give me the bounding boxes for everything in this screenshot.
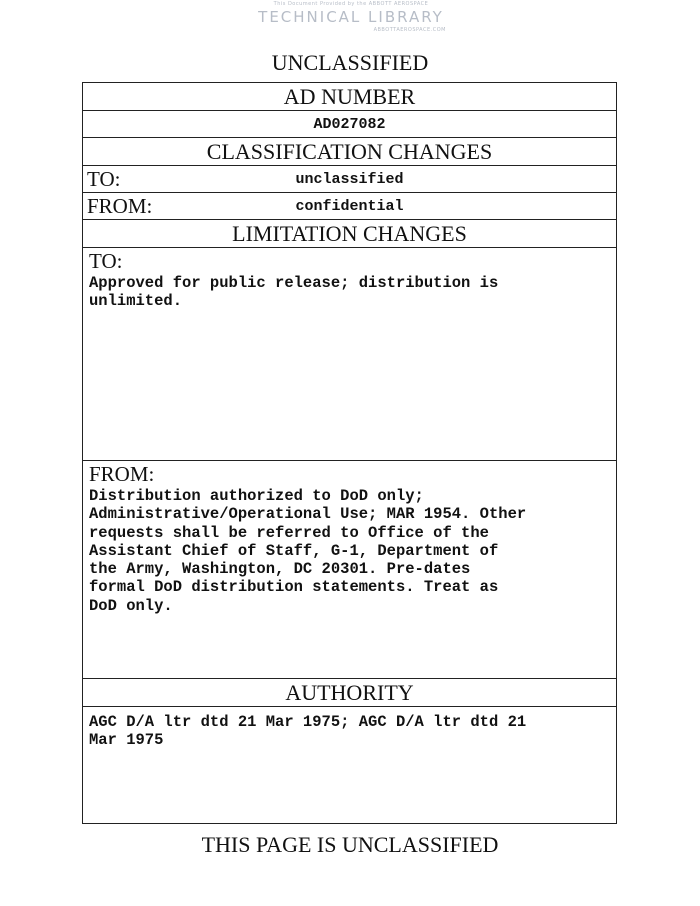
limitation-from-label: FROM: [89,462,155,486]
top-title: UNCLASSIFIED [271,50,429,75]
classification-to-label: TO: [87,167,121,191]
authority-text: AGC D/A ltr dtd 21 Mar 1975; AGC D/A ltr dtd 21 Mar 1975 [89,713,527,750]
limitation-from-block [83,461,616,679]
ad-number-header: AD NUMBER [83,83,616,111]
classification-to-row [83,166,616,193]
limitation-from-text: Distribution authorized to DoD only; Administrative/Operational Use; MAR 1954. Other requests shall be referred to Office of the Assistant Chief of Staff, G-1, Department of the Army, Washington, DC 20301. Pre-dates formal DoD distribution statements. Treat as DoD only. [89,487,527,615]
limitation-to-label: TO: [89,249,123,273]
authority-header: AUTHORITY [83,679,616,707]
limitation-to-block [83,248,616,461]
classification-from-label: FROM: [87,194,153,218]
classification-from-row [83,193,616,220]
classification-header: CLASSIFICATION CHANGES [83,138,616,166]
watermark-line2: TECHNICAL LIBRARY [258,8,444,26]
document-table [82,82,617,824]
limitation-header: LIMITATION CHANGES [83,220,616,248]
ad-number-value: AD027082 [83,111,616,138]
watermark-line1: This Document Provided by the ABBOTT AEROSPACE [273,1,429,7]
watermark-logo [236,0,466,34]
authority-block [83,707,616,823]
limitation-to-text: Approved for public release; distribution is unlimited. [89,274,499,311]
classification-from-value: confidential [295,198,404,215]
bottom-title: THIS PAGE IS UNCLASSIFIED [201,832,499,857]
watermark-line3: ABBOTTAEROSPACE.COM [373,27,446,33]
classification-to-value: unclassified [295,171,404,188]
